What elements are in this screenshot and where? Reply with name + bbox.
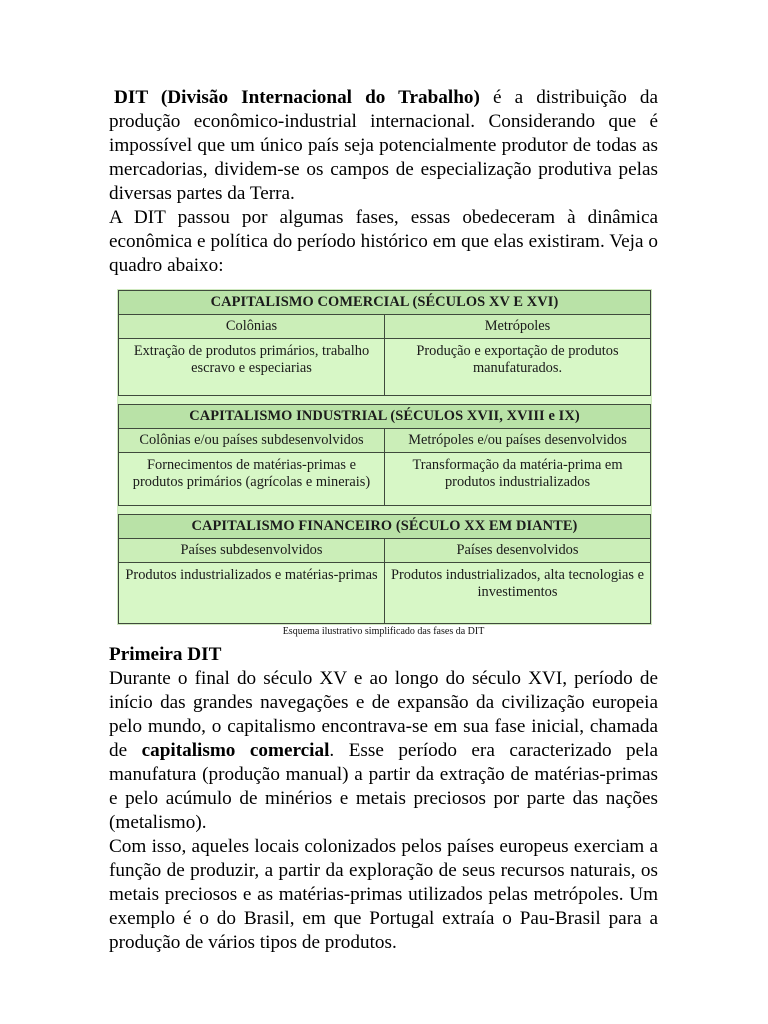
right-column-header: Metrópoles e/ou países desenvolvidos	[385, 429, 651, 453]
table-section-title-row	[119, 515, 651, 539]
document-page	[109, 86, 658, 955]
table-row	[119, 453, 651, 506]
section-title: CAPITALISMO COMERCIAL (SÉCULOS XV E XVI)	[119, 291, 651, 315]
right-cell: Produtos industrializados, alta tecnologias e investimentos	[385, 563, 651, 624]
phases-paragraph: A DIT passou por algumas fases, essas obedeceram à dinâmica econômica e política do período histórico em que elas existiram. Veja o quadro abaixo:	[109, 207, 658, 276]
table-gap-row	[119, 506, 651, 515]
left-column-header: Países subdesenvolvidos	[119, 539, 385, 563]
dit-term: DIT (Divisão Internacional do Trabalho)	[114, 87, 480, 108]
section-heading: Primeira DIT	[109, 644, 222, 665]
right-cell: Transformação da matéria-prima em produtos industrializados	[385, 453, 651, 506]
left-cell: Extração de produtos primários, trabalho escravo e especiarias	[119, 339, 385, 396]
table-row	[119, 339, 651, 396]
table-subheader-row	[119, 315, 651, 339]
p1-text-before: Durante o final do século XV e ao longo do século XVI, período de início das grandes navegações e de expansão da civilização europeia pelo mundo, o capitalismo encontrava-se em sua fase inicial, chamada de	[109, 668, 658, 761]
left-cell: Produtos industrializados e matérias-primas	[119, 563, 385, 624]
p1-text-after: . Esse período era caracterizado pela manufatura (produção manual) a partir da extração de matérias-primas e pelo acúmulo de minérios e metais preciosos por parte das nações (metalismo).	[109, 740, 658, 833]
table-section-title-row	[119, 405, 651, 429]
left-cell: Fornecimentos de matérias-primas e produtos primários (agrícolas e minerais)	[119, 453, 385, 506]
table-subheader-row	[119, 539, 651, 563]
right-cell: Produção e exportação de produtos manufaturados.	[385, 339, 651, 396]
table-row	[119, 563, 651, 624]
right-column-header: Metrópoles	[385, 315, 651, 339]
table-subheader-row	[119, 429, 651, 453]
section-paragraph-1	[109, 667, 658, 835]
table-caption: Esquema ilustrativo simplificado das fases da DIT	[282, 626, 485, 637]
table-gap-row	[119, 396, 651, 405]
dit-phases-table	[117, 289, 652, 625]
section-paragraph-2: Com isso, aqueles locais colonizados pelos países europeus exerciam a função de produzir, a partir da exploração de seus recursos naturais, os metais preciosos e as matérias-primas utilizados pelas metrópoles. Um exemplo é o do Brasil, em que Portugal extraía o Pau-Brasil para a produção de vários tipos de produtos.	[109, 836, 658, 953]
intro-text: é a distribuição da produção econômico-industrial internacional. Considerando que é impossível que um único país seja potencialmente produtor de todas as mercadorias, dividem-se os campos de especialização produtiva pelas diversas partes da Terra.	[109, 87, 658, 204]
section-title: CAPITALISMO INDUSTRIAL (SÉCULOS XVII, XVIII e IX)	[119, 405, 651, 429]
intro-paragraph	[109, 86, 658, 206]
table-section-title-row	[119, 291, 651, 315]
right-column-header: Países desenvolvidos	[385, 539, 651, 563]
capitalismo-comercial-term: capitalismo comercial	[141, 740, 330, 761]
dit-table	[118, 290, 651, 624]
section-title: CAPITALISMO FINANCEIRO (SÉCULO XX EM DIANTE)	[119, 515, 651, 539]
left-column-header: Colônias e/ou países subdesenvolvidos	[119, 429, 385, 453]
left-column-header: Colônias	[119, 315, 385, 339]
